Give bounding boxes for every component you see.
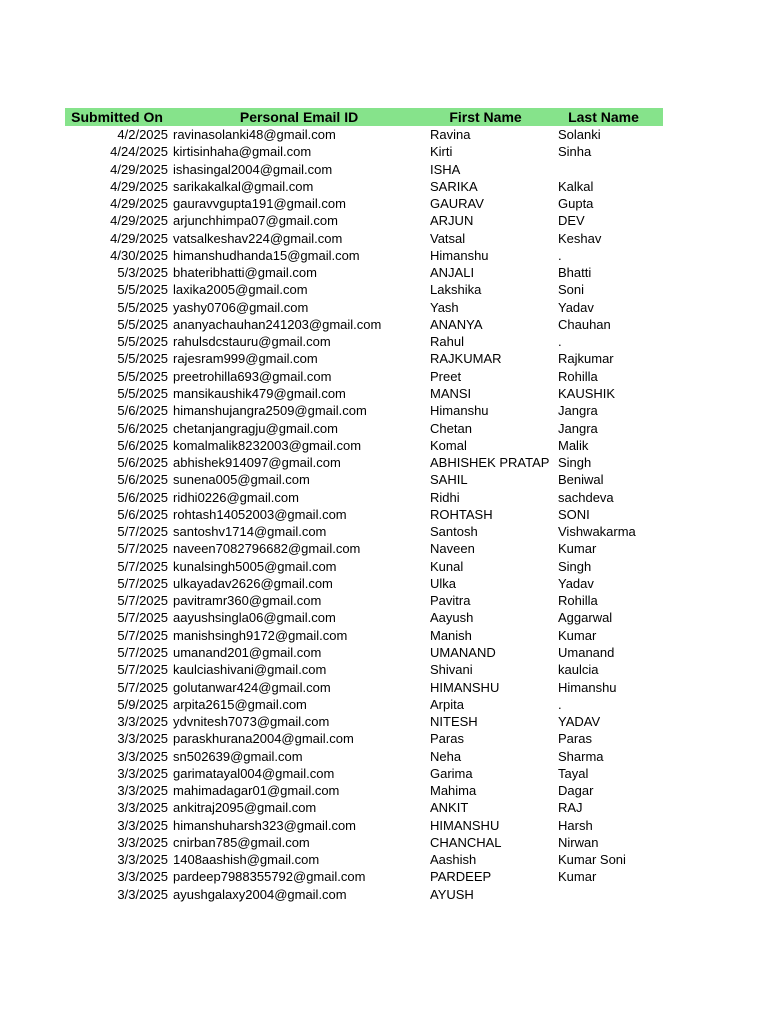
cell-first-name: ROHTASH	[430, 506, 493, 522]
cell-last-name: SONI	[558, 506, 590, 522]
cell-email: laxika2005@gmail.com	[173, 282, 308, 298]
cell-email: arpita2615@gmail.com	[173, 696, 307, 712]
cell-email: umanand201@gmail.com	[173, 644, 322, 660]
table-row	[65, 471, 663, 488]
cell-submitted-on: 5/7/2025	[117, 610, 168, 626]
cell-first-name: Naveen	[430, 541, 475, 557]
cell-submitted-on: 4/2/2025	[117, 127, 168, 142]
table-row	[65, 696, 663, 713]
cell-last-name: Himanshu	[558, 679, 617, 695]
cell-last-name: Malik	[558, 437, 589, 453]
cell-first-name: Manish	[430, 627, 472, 643]
cell-submitted-on: 3/3/2025	[117, 800, 168, 816]
table-row	[65, 385, 663, 402]
table-row	[65, 730, 663, 747]
table-row	[65, 713, 663, 730]
cell-submitted-on: 4/29/2025	[110, 178, 168, 194]
cell-first-name: Ravina	[430, 127, 471, 142]
header-submitted-on: Submitted On	[71, 109, 163, 125]
cell-first-name: ANANYA	[430, 316, 483, 332]
cell-email: pavitramr360@gmail.com	[173, 593, 322, 609]
cell-first-name: Kirti	[430, 144, 453, 160]
cell-submitted-on: 5/5/2025	[117, 334, 168, 350]
table-row	[65, 868, 663, 885]
cell-first-name: Chetan	[430, 420, 472, 436]
cell-email: mansikaushik479@gmail.com	[173, 385, 346, 401]
cell-submitted-on: 5/6/2025	[117, 403, 168, 419]
table-row	[65, 161, 663, 178]
cell-submitted-on: 5/6/2025	[117, 437, 168, 453]
cell-last-name: Kalkal	[558, 178, 594, 194]
cell-submitted-on: 5/7/2025	[117, 524, 168, 540]
cell-last-name: Harsh	[558, 817, 593, 833]
cell-first-name: Aayush	[430, 610, 474, 626]
cell-submitted-on: 5/5/2025	[117, 299, 168, 315]
cell-first-name: ABHISHEK PRATAP	[430, 455, 550, 471]
cell-first-name: AYUSH	[430, 886, 474, 902]
table-row	[65, 661, 663, 678]
cell-last-name: Singh	[558, 455, 592, 471]
cell-first-name: Kunal	[430, 558, 464, 574]
cell-email: bhateribhatti@gmail.com	[173, 265, 317, 281]
cell-first-name: Garima	[430, 765, 473, 781]
cell-email: rohtash14052003@gmail.com	[173, 506, 347, 522]
cell-email: yashy0706@gmail.com	[173, 299, 309, 315]
table-row	[65, 402, 663, 419]
cell-last-name: Bhatti	[558, 265, 592, 281]
table-row	[65, 420, 663, 437]
cell-submitted-on: 5/7/2025	[117, 593, 168, 609]
cell-last-name: Aggarwal	[558, 610, 613, 626]
cell-email: santoshv1714@gmail.com	[173, 524, 327, 540]
table-row	[65, 126, 663, 143]
cell-email: mahimadagar01@gmail.com	[173, 783, 340, 799]
cell-submitted-on: 5/7/2025	[117, 575, 168, 591]
cell-email: rahulsdcstauru@gmail.com	[173, 334, 331, 350]
cell-last-name: .	[558, 334, 562, 350]
cell-submitted-on: 3/3/2025	[117, 765, 168, 781]
cell-submitted-on: 5/7/2025	[117, 679, 168, 695]
cell-email: cnirban785@gmail.com	[173, 834, 310, 850]
cell-email: ayushgalaxy2004@gmail.com	[173, 886, 347, 902]
table-row	[65, 834, 663, 851]
cell-submitted-on: 5/7/2025	[117, 541, 168, 557]
cell-last-name: Keshav	[558, 230, 602, 246]
cell-last-name: Dagar	[558, 783, 594, 799]
cell-first-name: Aashish	[430, 852, 477, 868]
cell-first-name: Ulka	[430, 575, 457, 591]
cell-email: chetanjangragju@gmail.com	[173, 420, 338, 436]
cell-email: kaulciashivani@gmail.com	[173, 662, 327, 678]
cell-first-name: ARJUN	[430, 213, 474, 229]
table-row	[65, 333, 663, 350]
cell-first-name: Himanshu	[430, 403, 489, 419]
cell-last-name: Rajkumar	[558, 351, 614, 367]
cell-submitted-on: 4/29/2025	[110, 161, 168, 177]
cell-submitted-on: 4/29/2025	[110, 230, 168, 246]
cell-last-name: Vishwakarma	[558, 524, 636, 540]
cell-first-name: Mahima	[430, 783, 477, 799]
cell-first-name: ANKIT	[430, 800, 469, 816]
cell-last-name: .	[558, 247, 562, 263]
cell-email: ulkayadav2626@gmail.com	[173, 575, 333, 591]
table-row	[65, 178, 663, 195]
cell-email: manishsingh9172@gmail.com	[173, 627, 348, 643]
table-row	[65, 540, 663, 557]
cell-last-name	[558, 161, 663, 178]
cell-last-name: Yadav	[558, 299, 594, 315]
cell-submitted-on: 5/6/2025	[117, 455, 168, 471]
table-row	[65, 592, 663, 609]
cell-first-name: Shivani	[430, 662, 473, 678]
cell-last-name	[558, 886, 663, 903]
cell-email: garimatayal004@gmail.com	[173, 765, 335, 781]
cell-last-name: Kumar	[558, 869, 597, 885]
cell-first-name: Lakshika	[430, 282, 482, 298]
cell-submitted-on: 3/3/2025	[117, 886, 168, 902]
cell-email: ridhi0226@gmail.com	[173, 489, 299, 505]
table-row	[65, 523, 663, 540]
cell-last-name: Gupta	[558, 196, 594, 212]
cell-submitted-on: 3/3/2025	[117, 714, 168, 730]
cell-submitted-on: 3/3/2025	[117, 748, 168, 764]
cell-email: sarikakalkal@gmail.com	[173, 178, 314, 194]
cell-last-name: Singh	[558, 558, 592, 574]
table-row	[65, 368, 663, 385]
cell-submitted-on: 3/3/2025	[117, 783, 168, 799]
cell-first-name: Santosh	[430, 524, 478, 540]
cell-first-name: UMANAND	[430, 644, 496, 660]
cell-email: ishasingal2004@gmail.com	[173, 161, 333, 177]
cell-email: preetrohilla693@gmail.com	[173, 368, 332, 384]
cell-submitted-on: 5/6/2025	[117, 506, 168, 522]
header-row	[65, 108, 663, 126]
table-row	[65, 782, 663, 799]
cell-email: himanshujangra2509@gmail.com	[173, 403, 367, 419]
cell-last-name: YADAV	[558, 714, 601, 730]
cell-last-name: RAJ	[558, 800, 583, 816]
cell-email: abhishek914097@gmail.com	[173, 455, 341, 471]
cell-last-name: Soni	[558, 282, 585, 298]
cell-first-name: Arpita	[430, 696, 464, 712]
cell-last-name: Beniwal	[558, 472, 604, 488]
cell-submitted-on: 5/5/2025	[117, 368, 168, 384]
cell-email: kirtisinhaha@gmail.com	[173, 144, 312, 160]
cell-last-name: Yadav	[558, 575, 594, 591]
cell-last-name: Umanand	[558, 644, 615, 660]
table-row	[65, 575, 663, 592]
cell-last-name: .	[558, 696, 562, 712]
cell-email: sunena005@gmail.com	[173, 472, 310, 488]
table-row	[65, 851, 663, 868]
cell-email: kunalsingh5005@gmail.com	[173, 558, 337, 574]
cell-email: 1408aashish@gmail.com	[173, 852, 320, 868]
table-row	[65, 247, 663, 264]
cell-last-name: Tayal	[558, 765, 589, 781]
cell-submitted-on: 5/7/2025	[117, 558, 168, 574]
table-row	[65, 454, 663, 471]
cell-last-name: Jangra	[558, 403, 598, 419]
cell-submitted-on: 3/3/2025	[117, 869, 168, 885]
cell-submitted-on: 5/6/2025	[117, 420, 168, 436]
header-first-name: First Name	[449, 109, 522, 125]
cell-last-name: Nirwan	[558, 834, 599, 850]
cell-submitted-on: 5/7/2025	[117, 662, 168, 678]
cell-email: paraskhurana2004@gmail.com	[173, 731, 354, 747]
cell-last-name: Solanki	[558, 127, 601, 142]
cell-email: naveen7082796682@gmail.com	[173, 541, 361, 557]
cell-last-name: KAUSHIK	[558, 385, 616, 401]
cell-submitted-on: 5/9/2025	[117, 696, 168, 712]
table-row	[65, 230, 663, 247]
cell-submitted-on: 5/6/2025	[117, 489, 168, 505]
cell-last-name: Sharma	[558, 748, 604, 764]
cell-first-name: Neha	[430, 748, 462, 764]
cell-submitted-on: 5/7/2025	[117, 644, 168, 660]
cell-first-name: ANJALI	[430, 265, 475, 281]
cell-last-name: kaulcia	[558, 662, 599, 678]
cell-first-name: MANSI	[430, 385, 472, 401]
cell-submitted-on: 3/3/2025	[117, 852, 168, 868]
cell-first-name: Yash	[430, 299, 459, 315]
cell-first-name: Vatsal	[430, 230, 466, 246]
cell-email: vatsalkeshav224@gmail.com	[173, 230, 343, 246]
header-last-name: Last Name	[568, 109, 639, 125]
cell-last-name: Rohilla	[558, 368, 598, 384]
table-row	[65, 765, 663, 782]
table-row	[65, 437, 663, 454]
table-row	[65, 264, 663, 281]
cell-submitted-on: 3/3/2025	[117, 817, 168, 833]
cell-first-name: HIMANSHU	[430, 679, 500, 695]
table-row	[65, 212, 663, 229]
cell-first-name: Paras	[430, 731, 464, 747]
cell-submitted-on: 4/29/2025	[110, 196, 168, 212]
cell-first-name: Rahul	[430, 334, 464, 350]
table-row	[65, 799, 663, 816]
cell-email: himanshuharsh323@gmail.com	[173, 817, 357, 833]
cell-email: ydvnitesh7073@gmail.com	[173, 714, 330, 730]
cell-email: aayushsingla06@gmail.com	[173, 610, 336, 626]
cell-first-name: Komal	[430, 437, 467, 453]
spreadsheet-table	[65, 108, 663, 903]
cell-submitted-on: 4/29/2025	[110, 213, 168, 229]
cell-last-name: Rohilla	[558, 593, 598, 609]
table-row	[65, 350, 663, 367]
cell-submitted-on: 4/30/2025	[110, 247, 168, 263]
cell-submitted-on: 5/5/2025	[117, 385, 168, 401]
cell-first-name: ISHA	[430, 161, 461, 177]
cell-email: himanshudhanda15@gmail.com	[173, 247, 360, 263]
table-row	[65, 817, 663, 834]
table-row	[65, 281, 663, 298]
cell-last-name: Kumar Soni	[558, 852, 626, 868]
cell-submitted-on: 5/5/2025	[117, 282, 168, 298]
cell-email: ankitraj2095@gmail.com	[173, 800, 317, 816]
cell-email: ananyachauhan241203@gmail.com	[173, 316, 382, 332]
cell-submitted-on: 5/5/2025	[117, 351, 168, 367]
table-row	[65, 644, 663, 661]
cell-last-name: Jangra	[558, 420, 598, 436]
cell-email: arjunchhimpa07@gmail.com	[173, 213, 338, 229]
cell-submitted-on: 5/5/2025	[117, 316, 168, 332]
table-row	[65, 489, 663, 506]
cell-email: gauravvgupta191@gmail.com	[173, 196, 346, 212]
cell-last-name: Paras	[558, 731, 592, 747]
table-row	[65, 195, 663, 212]
table-row	[65, 609, 663, 626]
cell-first-name: CHANCHAL	[430, 834, 502, 850]
cell-submitted-on: 5/3/2025	[117, 265, 168, 281]
cell-email: pardeep7988355792@gmail.com	[173, 869, 366, 885]
cell-email: sn502639@gmail.com	[173, 748, 303, 764]
cell-last-name: Chauhan	[558, 316, 611, 332]
cell-last-name: Kumar	[558, 627, 597, 643]
cell-submitted-on: 4/24/2025	[110, 144, 168, 160]
cell-email: golutanwar424@gmail.com	[173, 679, 331, 695]
cell-last-name: DEV	[558, 213, 585, 229]
table-row	[65, 143, 663, 160]
table-row	[65, 299, 663, 316]
table-row	[65, 627, 663, 644]
cell-email: rajesram999@gmail.com	[173, 351, 318, 367]
cell-first-name: HIMANSHU	[430, 817, 500, 833]
cell-submitted-on: 5/7/2025	[117, 627, 168, 643]
cell-first-name: SARIKA	[430, 178, 478, 194]
cell-email: ravinasolanki48@gmail.com	[173, 127, 336, 142]
cell-submitted-on: 3/3/2025	[117, 731, 168, 747]
cell-last-name: sachdeva	[558, 489, 614, 505]
cell-email: komalmalik8232003@gmail.com	[173, 437, 362, 453]
cell-first-name: Ridhi	[430, 489, 460, 505]
table-row	[65, 679, 663, 696]
cell-first-name: PARDEEP	[430, 869, 492, 885]
table-row	[65, 316, 663, 333]
cell-first-name: Himanshu	[430, 247, 489, 263]
table-body	[65, 126, 663, 903]
cell-submitted-on: 5/6/2025	[117, 472, 168, 488]
cell-submitted-on: 3/3/2025	[117, 834, 168, 850]
cell-first-name: Pavitra	[430, 593, 471, 609]
cell-first-name: SAHIL	[430, 472, 468, 488]
table-row	[65, 886, 663, 903]
cell-first-name: Preet	[430, 368, 462, 384]
cell-first-name: RAJKUMAR	[430, 351, 502, 367]
cell-last-name: Kumar	[558, 541, 597, 557]
cell-first-name: NITESH	[430, 714, 478, 730]
table-row	[65, 558, 663, 575]
table-row	[65, 748, 663, 765]
table-row	[65, 506, 663, 523]
header-email: Personal Email ID	[239, 109, 359, 125]
cell-first-name: GAURAV	[430, 196, 484, 212]
cell-last-name: Sinha	[558, 144, 592, 160]
